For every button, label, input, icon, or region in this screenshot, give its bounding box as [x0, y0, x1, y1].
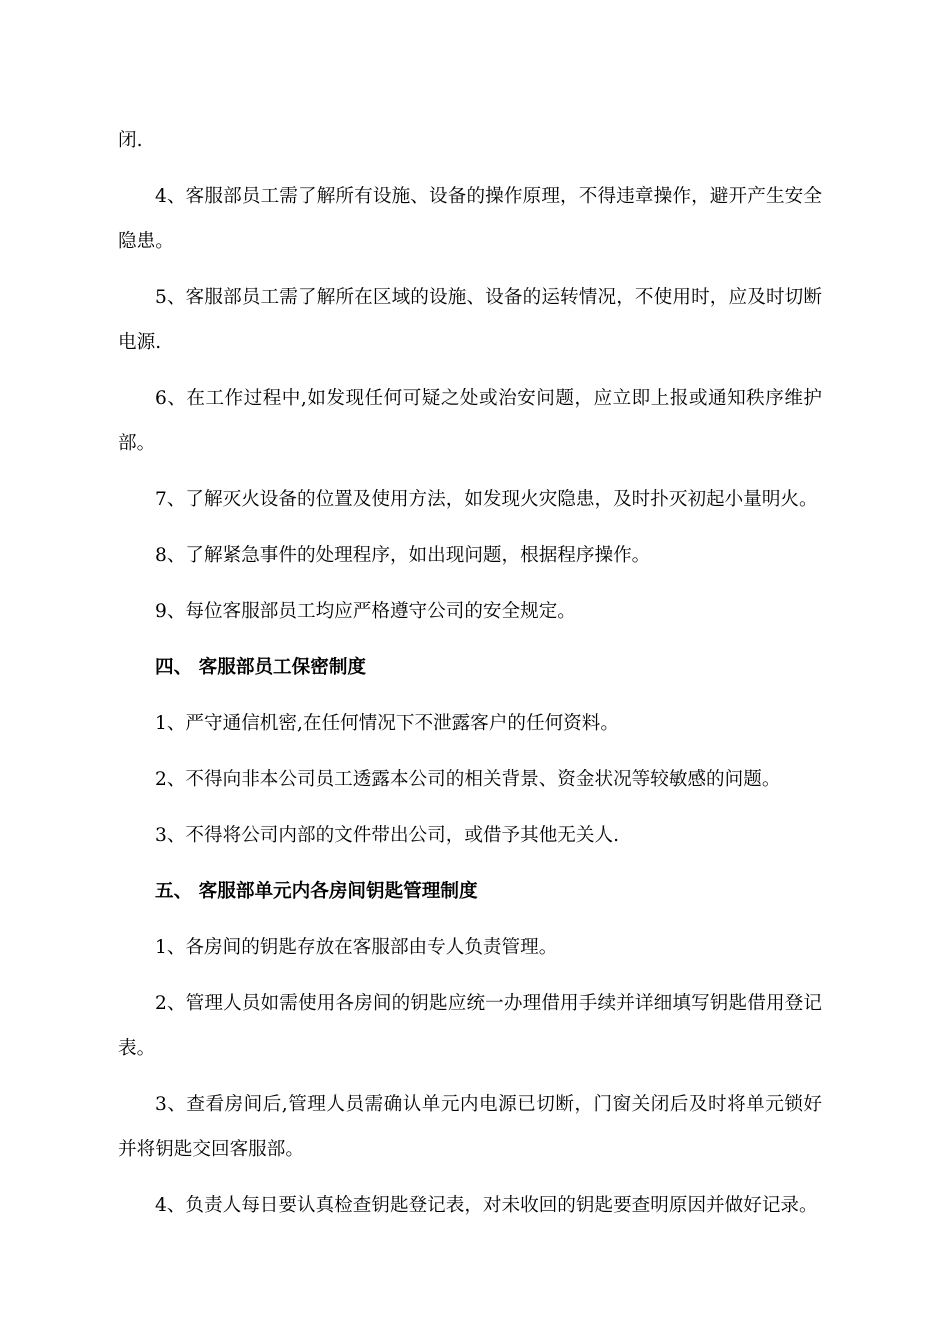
paragraph-s5-1: 1、各房间的钥匙存放在客服部由专人负责管理。	[155, 937, 558, 958]
paragraph-s4-3: 3、不得将公司内部的文件带出公司，或借予其他无关人.	[155, 825, 619, 846]
continuation-text: 闭.	[118, 130, 143, 151]
paragraph-s4-1: 1、严守通信机密,在任何情况下不泄露客户的任何资料。	[155, 713, 619, 734]
paragraph-s3-9: 9、每位客服部员工均应严格遵守公司的安全规定。	[155, 601, 576, 622]
paragraph-s3-5: 5、客服部员工需了解所在区域的设施、设备的运转情况，不使用时，应及时切断电源.	[118, 287, 822, 353]
paragraph-s3-8: 8、了解紧急事件的处理程序，如出现问题，根据程序操作。	[155, 545, 651, 566]
paragraph-s5-3: 3、查看房间后,管理人员需确认单元内电源已切断，门窗关闭后及时将单元锁好并将钥匙交回客服部。	[118, 1094, 822, 1160]
paragraph-s3-6: 6、在工作过程中,如发现任何可疑之处或治安问题，应立即上报或通知秩序维护部。	[118, 388, 822, 454]
paragraph-s3-4: 4、客服部员工需了解所有设施、设备的操作原理，不得违章操作，避开产生安全隐患。	[118, 186, 822, 252]
paragraph-s5-4: 4、负责人每日要认真检查钥匙登记表，对未收回的钥匙要查明原因并做好记录。	[155, 1195, 818, 1216]
paragraph-s4-2: 2、不得向非本公司员工透露本公司的相关背景、资金状况等较敏感的问题。	[155, 769, 781, 790]
section-heading-key-management: 五、 客服部单元内各房间钥匙管理制度	[155, 881, 478, 902]
paragraph-s5-2: 2、管理人员如需使用各房间的钥匙应统一办理借用手续并详细填写钥匙借用登记表。	[118, 993, 822, 1059]
paragraph-s3-7: 7、了解灭火设备的位置及使用方法，如发现火灾隐患，及时扑灭初起小量明火。	[155, 489, 818, 510]
section-heading-confidentiality: 四、 客服部员工保密制度	[155, 657, 367, 678]
document-page	[118, 118, 822, 1228]
